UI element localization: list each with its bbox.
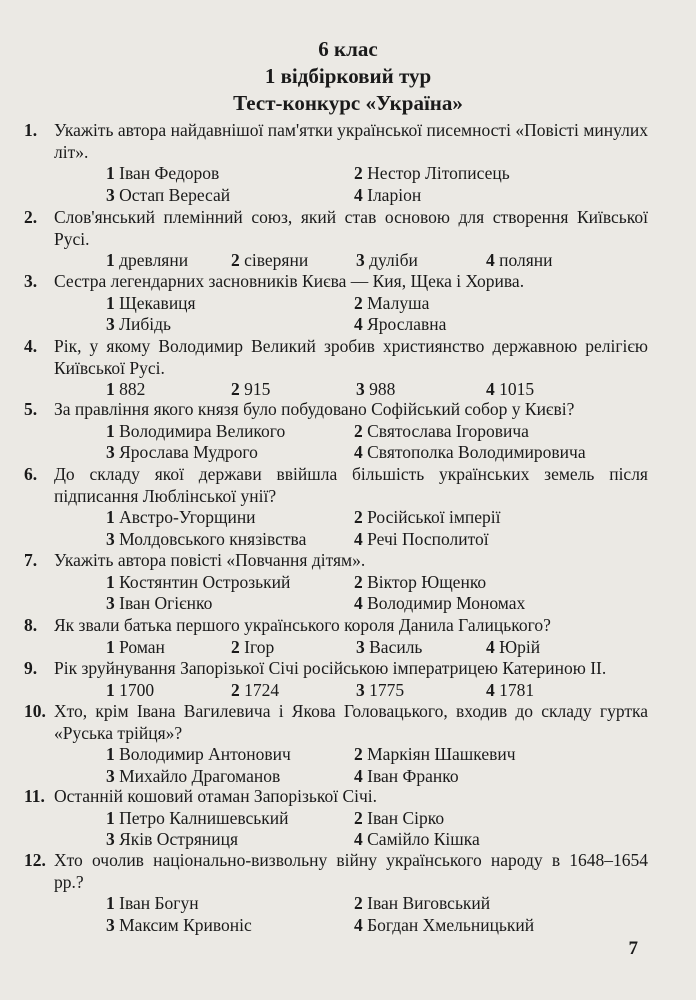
answer-option (106, 680, 231, 702)
option-number: 3 (106, 528, 115, 549)
option-number: 1 (106, 893, 115, 913)
answer-option (106, 766, 354, 788)
option-number: 2 (354, 893, 363, 913)
question-12 (24, 850, 648, 936)
question-number: 2. (24, 207, 38, 227)
answer-option (486, 637, 616, 659)
question-2 (24, 207, 648, 272)
answer-option (106, 637, 231, 659)
option-number: 4 (486, 636, 495, 657)
option-number: 1 (106, 163, 115, 183)
question-stem (24, 120, 648, 163)
answer-option (231, 250, 356, 272)
option-number: 3 (106, 442, 115, 462)
answer-option (354, 808, 614, 830)
option-text: сіверяни (244, 250, 309, 270)
answer-options (106, 379, 648, 401)
option-number: 4 (354, 184, 363, 205)
answer-option (354, 293, 614, 315)
question-stem (24, 271, 648, 293)
question-number: 12. (24, 850, 46, 870)
option-number: 4 (354, 765, 363, 786)
question-text: До складу якої держави ввійшла більшість українських земель після підписання Люблінської унії? (54, 464, 648, 506)
option-number: 1 (106, 507, 115, 527)
question-stem (24, 701, 648, 744)
option-number: 1 (106, 807, 115, 828)
option-number: 4 (354, 914, 363, 935)
round-title: 1 відбірковий тур (264, 64, 432, 88)
question-number: 4. (24, 336, 38, 356)
contest-title: Тест-конкурс «Україна» (233, 91, 463, 115)
question-stem (24, 207, 648, 250)
option-number: 3 (106, 314, 115, 334)
answer-option (354, 766, 614, 788)
answer-option (486, 250, 616, 272)
option-number: 4 (486, 679, 495, 700)
option-number: 2 (354, 420, 363, 441)
answer-option (106, 829, 354, 851)
question-text: Рік, у якому Володимир Великий зробив християнство державною релігією Київської Русі. (54, 336, 648, 378)
option-text: 1015 (499, 379, 535, 399)
option-number: 4 (354, 829, 363, 849)
option-text: 988 (369, 379, 396, 399)
question-11 (24, 786, 648, 851)
option-text: Остап Вересай (119, 184, 231, 205)
option-text: 1781 (499, 679, 535, 700)
answer-options (106, 293, 648, 336)
answer-option (106, 250, 231, 272)
option-number: 4 (354, 528, 363, 549)
option-number: 3 (356, 250, 365, 270)
question-stem (24, 658, 648, 680)
answer-option (231, 637, 356, 659)
option-text: Ігор (244, 636, 275, 657)
answer-option (354, 507, 614, 529)
option-text: 1700 (119, 679, 155, 700)
question-stem (24, 850, 648, 893)
answer-option (354, 893, 614, 915)
option-text: 915 (244, 379, 271, 399)
option-text: Іван Франко (367, 765, 459, 786)
option-text: Самійло Кішка (367, 829, 480, 849)
option-text: Іван Федоров (119, 163, 220, 183)
option-number: 2 (231, 636, 240, 657)
answer-option (106, 421, 354, 443)
option-text: Святослава Ігоровича (367, 420, 529, 441)
question-text: За правління якого князя було побудовано Софійський собор у Києві? (54, 399, 575, 419)
answer-option (354, 829, 614, 851)
option-number: 1 (106, 679, 115, 700)
question-4 (24, 336, 648, 401)
option-number: 3 (356, 636, 365, 657)
question-text: Укажіть автора найдавнішої пам'ятки української писемності «Повісті минулих літ». (54, 120, 648, 162)
option-number: 3 (106, 593, 115, 613)
question-9 (24, 658, 648, 701)
answer-options (106, 421, 648, 464)
answer-option (106, 185, 354, 207)
option-number: 2 (354, 744, 363, 764)
option-number: 3 (106, 829, 115, 849)
question-number: 10. (24, 701, 46, 721)
option-number: 4 (486, 379, 495, 399)
answer-option (354, 163, 614, 185)
question-number: 5. (24, 399, 38, 419)
answer-option (356, 250, 486, 272)
answer-option (354, 314, 614, 336)
question-10 (24, 701, 648, 787)
question-number: 11. (24, 786, 45, 806)
option-number: 1 (106, 292, 115, 313)
option-number: 2 (354, 571, 363, 592)
option-text: Молдовського князівства (119, 528, 307, 549)
option-text: 1724 (244, 679, 280, 700)
option-text: Австро-Угорщини (119, 507, 256, 527)
option-text: Костянтин Острозький (119, 571, 291, 592)
option-number: 3 (356, 379, 365, 399)
option-number: 3 (106, 914, 115, 935)
option-number: 1 (106, 636, 115, 657)
option-text: Святополка Володимировича (367, 442, 586, 462)
option-text: Ярославна (367, 314, 447, 334)
option-text: Нестор Літописець (367, 163, 510, 183)
answer-option (106, 572, 354, 594)
answer-option (356, 680, 486, 702)
answer-options (106, 163, 648, 206)
option-number: 2 (231, 679, 240, 700)
answer-options (106, 680, 648, 702)
answer-option (106, 915, 354, 937)
option-text: Яків Остряниця (119, 829, 239, 849)
question-number: 7. (24, 550, 38, 570)
question-7 (24, 550, 648, 615)
answer-option (354, 185, 614, 207)
option-text: Володимира Великого (119, 420, 286, 441)
answer-option (106, 314, 354, 336)
answer-option (106, 379, 231, 401)
option-text: древляни (119, 250, 189, 270)
question-text: Як звали батька першого українського короля Данила Галицького? (54, 615, 551, 635)
question-stem (24, 336, 648, 379)
option-text: Віктор Ющенко (367, 571, 487, 592)
option-number: 2 (354, 807, 363, 828)
option-number: 4 (354, 314, 363, 334)
option-number: 3 (106, 184, 115, 205)
question-text: Хто очолив національно-визвольну війну українського народу в 1648–1654 рр.? (54, 850, 648, 892)
answer-option (106, 808, 354, 830)
option-text: Російської імперії (367, 507, 501, 527)
answer-options (106, 744, 648, 787)
grade-title: 6 клас (318, 37, 378, 61)
option-number: 2 (354, 163, 363, 183)
option-text: Либідь (119, 314, 172, 334)
answer-option (354, 593, 614, 615)
option-text: поляни (499, 250, 553, 270)
answer-option (106, 593, 354, 615)
answer-options (106, 637, 648, 659)
answer-option (106, 507, 354, 529)
answer-option (106, 293, 354, 315)
option-text: Володимир Антонович (119, 744, 291, 764)
option-text: Іван Огієнко (119, 593, 213, 613)
answer-options (106, 507, 648, 550)
answer-option (486, 379, 616, 401)
option-text: Ярослава Мудрого (119, 442, 258, 462)
question-number: 6. (24, 464, 38, 484)
question-text: Рік зруйнування Запорізької Січі російською імператрицею Катериною ІІ. (54, 658, 607, 678)
question-number: 9. (24, 658, 38, 678)
question-text: Хто, крім Івана Вагилевича і Якова Головацького, входив до складу гуртка «Руська трійця»? (54, 701, 648, 743)
option-number: 1 (106, 379, 115, 399)
option-text: дуліби (369, 250, 418, 270)
answer-options (106, 250, 648, 272)
answer-option (354, 744, 614, 766)
answer-option (354, 915, 614, 937)
option-text: Василь (369, 636, 423, 657)
option-text: Богдан Хмельницький (367, 914, 535, 935)
answer-option (356, 379, 486, 401)
answer-options (106, 572, 648, 615)
question-6 (24, 464, 648, 550)
answer-option (354, 421, 614, 443)
option-number: 4 (486, 250, 495, 270)
page-header (0, 36, 696, 117)
answer-option (354, 442, 614, 464)
option-number: 1 (106, 250, 115, 270)
answer-option (106, 744, 354, 766)
option-text: Роман (119, 636, 165, 657)
answer-option (106, 163, 354, 185)
question-number: 8. (24, 615, 38, 635)
option-number: 2 (231, 379, 240, 399)
option-text: Володимир Мономах (367, 593, 526, 613)
question-stem (24, 550, 648, 572)
answer-option (354, 529, 614, 551)
option-text: Іван Богун (119, 893, 199, 913)
option-text: Щекавиця (119, 292, 196, 313)
option-text: Юрій (499, 636, 541, 657)
option-number: 1 (106, 420, 115, 441)
option-text: 882 (119, 379, 146, 399)
option-text: Речі Посполитої (367, 528, 489, 549)
answer-option (486, 680, 616, 702)
question-text: Останній кошовий отаман Запорізької Січі. (54, 786, 378, 806)
answer-option (231, 680, 356, 702)
option-text: Іван Виговський (367, 893, 491, 913)
answer-option (106, 442, 354, 464)
option-text: Малуша (367, 292, 430, 313)
question-stem (24, 399, 648, 421)
question-3 (24, 271, 648, 336)
answer-option (106, 893, 354, 915)
answer-options (106, 808, 648, 851)
option-number: 1 (106, 571, 115, 592)
answer-option (106, 529, 354, 551)
question-number: 3. (24, 271, 38, 291)
option-number: 2 (231, 250, 240, 270)
option-text: Іван Сірко (367, 807, 445, 828)
question-stem (24, 464, 648, 507)
question-8 (24, 615, 648, 658)
option-text: 1775 (369, 679, 405, 700)
option-number: 2 (354, 292, 363, 313)
option-number: 3 (356, 679, 365, 700)
answer-option (356, 637, 486, 659)
option-text: Петро Калнишевський (119, 807, 289, 828)
question-text: Укажіть автора повісті «Повчання дітям». (54, 550, 366, 570)
option-text: Михайло Драгоманов (119, 765, 281, 786)
option-text: Іларіон (367, 184, 422, 205)
question-stem (24, 615, 648, 637)
question-text: Сестра легендарних засновників Києва — Кия, Щека і Хорива. (54, 271, 525, 291)
option-number: 4 (354, 442, 363, 462)
question-5 (24, 399, 648, 464)
option-number: 2 (354, 507, 363, 527)
option-number: 1 (106, 744, 115, 764)
answer-options (106, 893, 648, 936)
option-text: Маркіян Шашкевич (367, 744, 516, 764)
answer-option (231, 379, 356, 401)
question-1 (24, 120, 648, 206)
question-stem (24, 786, 648, 808)
option-text: Максим Кривоніс (119, 914, 252, 935)
page-number: 7 (628, 938, 638, 959)
option-number: 4 (354, 593, 363, 613)
answer-option (354, 572, 614, 594)
question-number: 1. (24, 120, 38, 140)
question-text: Слов'янський племінний союз, який став основою для створення Київської Русі. (54, 207, 648, 249)
option-number: 3 (106, 765, 115, 786)
